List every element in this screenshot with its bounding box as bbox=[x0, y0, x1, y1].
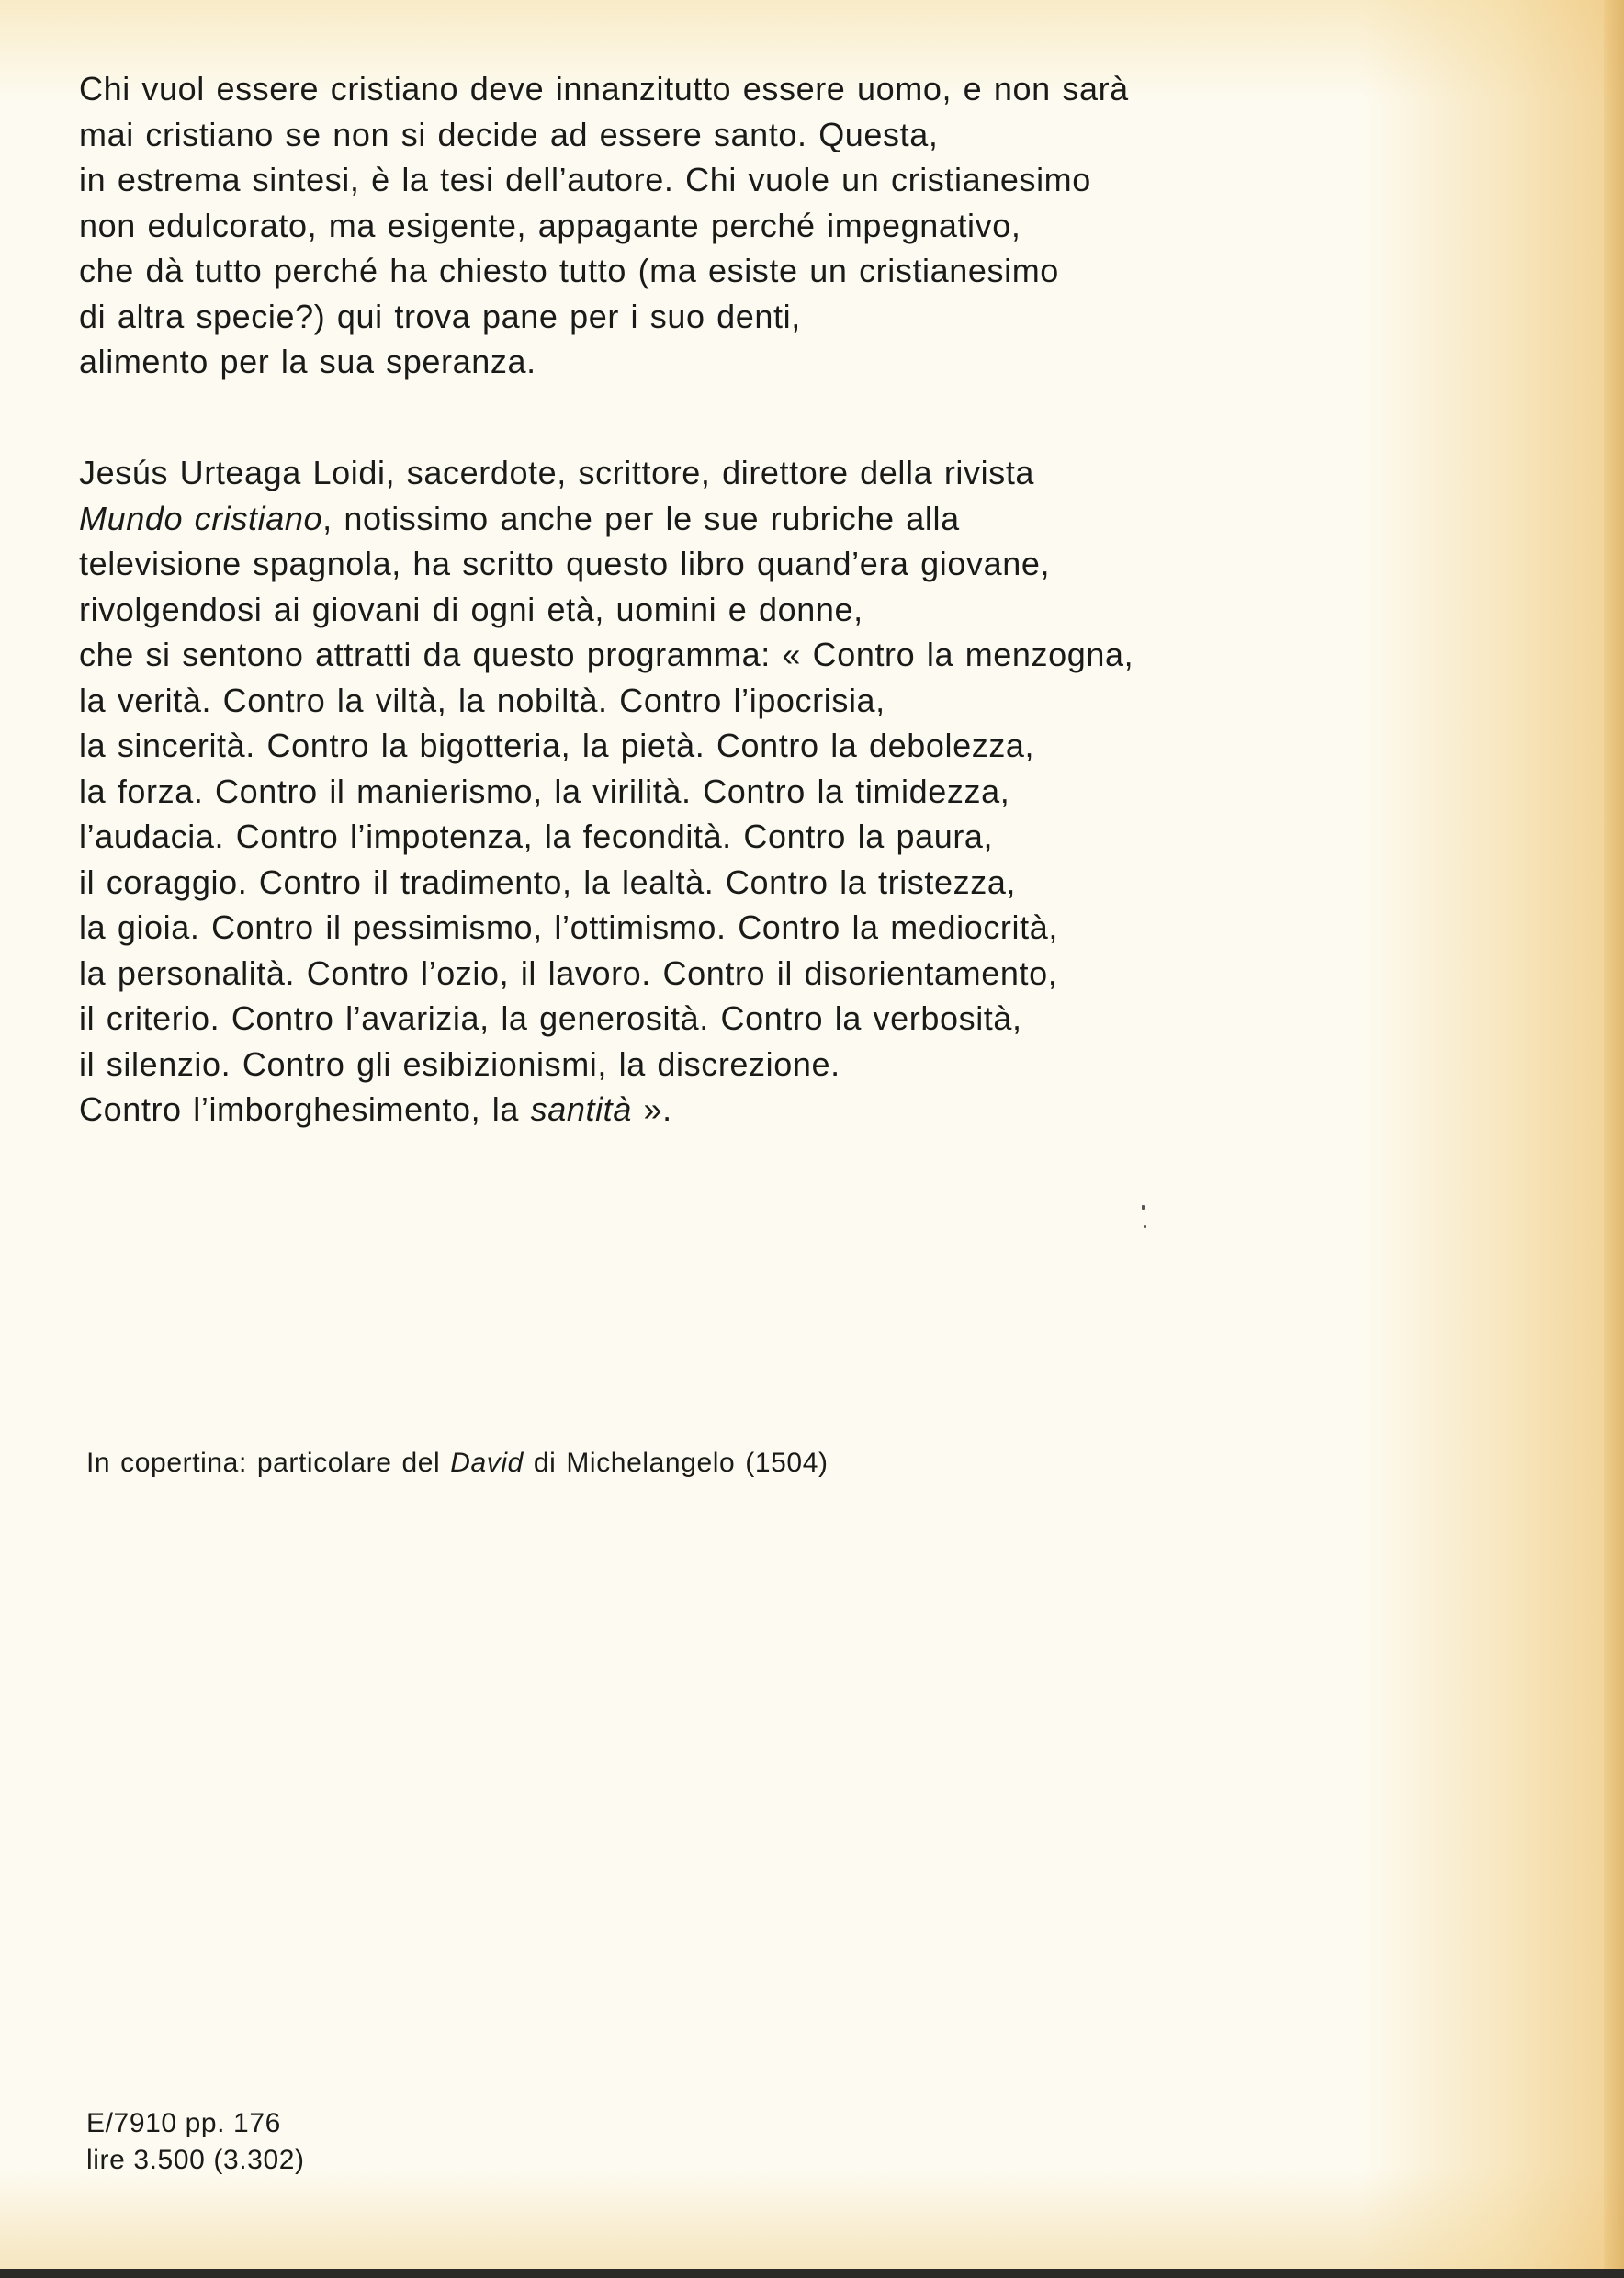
catalog-info bbox=[86, 2105, 305, 2179]
page-edge-bottom bbox=[0, 2269, 1624, 2278]
last-line-end: ». bbox=[631, 1090, 672, 1128]
author-line bbox=[79, 496, 1133, 542]
intro-line: mai cristiano se non si decide ad essere santo. Questa, bbox=[79, 115, 939, 153]
print-speck bbox=[1142, 1205, 1145, 1210]
intro-line: che dà tutto perché ha chiesto tutto (ma esiste un cristianesimo bbox=[79, 252, 1059, 289]
page-edge-right bbox=[1604, 0, 1624, 2278]
caption-suffix: di Michelangelo (1504) bbox=[523, 1448, 829, 1478]
print-speck bbox=[1144, 1225, 1146, 1228]
author-line-rest: , notissimo anche per le sue rubriche alla bbox=[322, 499, 960, 537]
catalog-code: E/7910 pp. 176 bbox=[86, 2108, 281, 2138]
intro-line: alimento per la sua speranza. bbox=[79, 343, 536, 380]
author-line: televisione spagnola, ha scritto questo libro quand’era giovane, bbox=[79, 545, 1051, 582]
caption-prefix: In copertina: particolare del bbox=[86, 1448, 451, 1478]
author-line: che si sentono attratti da questo programma: « Contro la menzogna, bbox=[79, 636, 1134, 673]
last-line-start: Contro l’imborghesimento, la bbox=[79, 1090, 531, 1128]
author-line: la forza. Contro il manierismo, la virilità. Contro la timidezza, bbox=[79, 772, 1010, 810]
author-line: la gioia. Contro il pessimismo, l’ottimismo. Contro la mediocrità, bbox=[79, 908, 1058, 946]
intro-line: di altra specie?) qui trova pane per i suo denti, bbox=[79, 297, 801, 335]
author-line: il silenzio. Contro gli esibizionismi, la discrezione. bbox=[79, 1044, 840, 1083]
intro-paragraph bbox=[79, 66, 1129, 385]
author-line: Jesús Urteaga Loidi, sacerdote, scrittore, direttore della rivista bbox=[79, 454, 1035, 491]
author-line: il coraggio. Contro il tradimento, la lealtà. Contro la tristezza, bbox=[79, 863, 1017, 901]
artwork-title: David bbox=[450, 1448, 524, 1478]
author-paragraph bbox=[79, 450, 1133, 1133]
author-line: la verità. Contro la viltà, la nobiltà. Contro l’ipocrisia, bbox=[79, 681, 885, 719]
intro-line: Chi vuol essere cristiano deve innanzitutto essere uomo, e non sarà bbox=[79, 70, 1129, 107]
santita-emphasis: santità bbox=[530, 1090, 632, 1128]
author-line: la sincerità. Contro la bigotteria, la pietà. Contro la debolezza, bbox=[79, 727, 1035, 764]
author-line: la personalità. Contro l’ozio, il lavoro. Contro il disorientamento, bbox=[79, 953, 1058, 992]
author-line: il criterio. Contro l’avarizia, la generosità. Contro la verbosità, bbox=[79, 999, 1022, 1037]
author-line-last bbox=[79, 1087, 1133, 1133]
author-line: l’audacia. Contro l’impotenza, la fecondità. Contro la paura, bbox=[79, 818, 994, 855]
intro-line: in estrema sintesi, è la tesi dell’autore. Chi vuole un cristianesimo bbox=[79, 161, 1091, 198]
intro-line: non edulcorato, ma esigente, appagante perché impegnativo, bbox=[79, 206, 1021, 244]
magazine-title: Mundo cristiano bbox=[79, 499, 323, 537]
cover-caption bbox=[86, 1448, 829, 1479]
author-line: rivolgendosi ai giovani di ogni età, uomini e donne, bbox=[79, 590, 863, 628]
catalog-price: lire 3.500 (3.302) bbox=[86, 2145, 305, 2175]
